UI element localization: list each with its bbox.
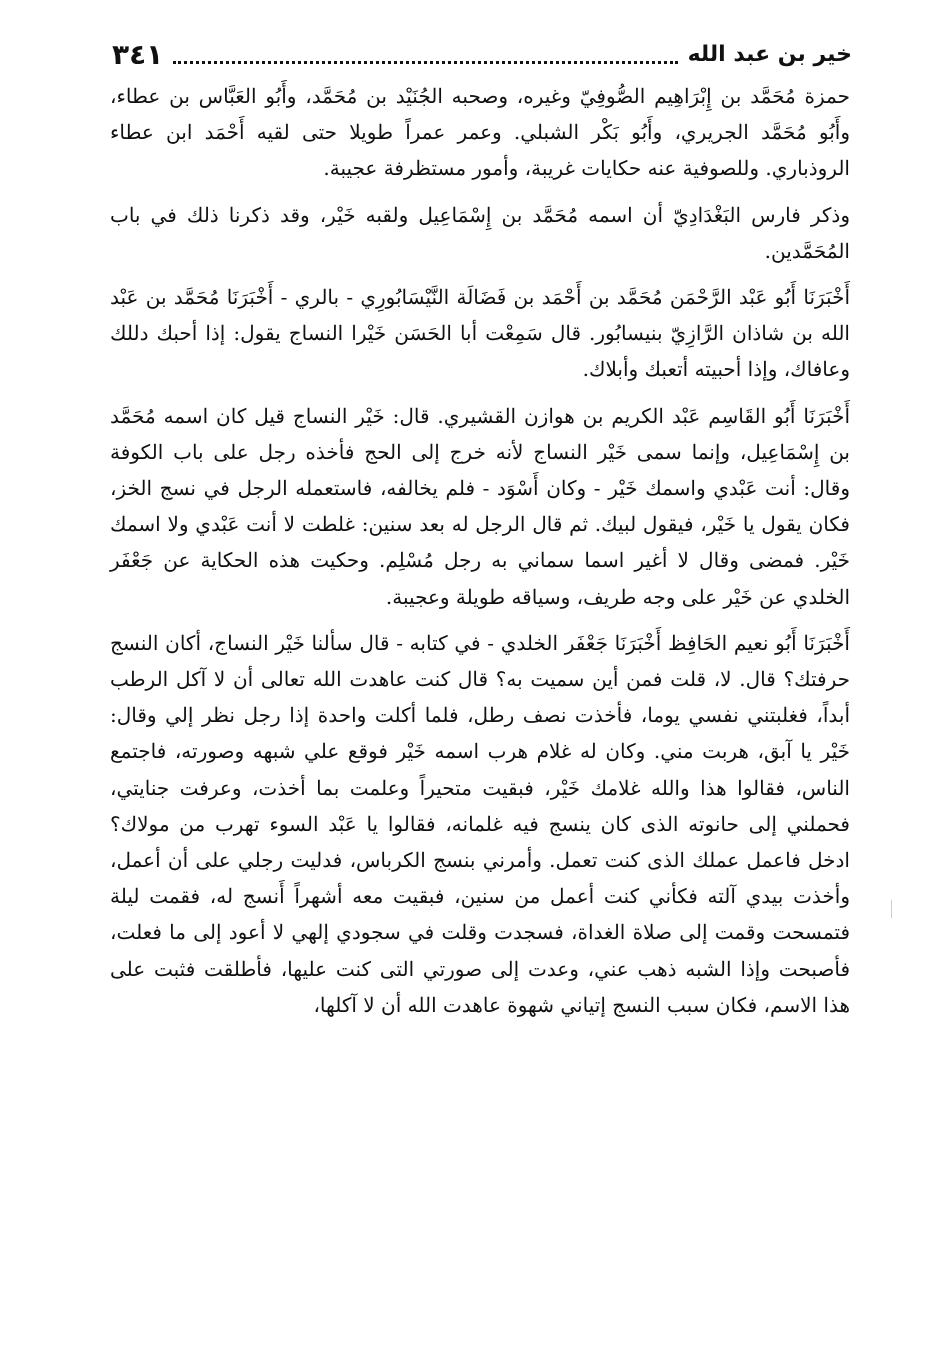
page-header <box>112 34 852 74</box>
running-title: خير بن عبد الله <box>687 41 852 67</box>
paragraph: حمزة مُحَمَّد بن إِبْرَاهِيم الصُّوفِيّ وغيره، وصحبه الجُنَيْد بن مُحَمَّد، وأَبُو العَبَّاس بن عطاء، وأَبُو مُحَمَّد الجريري، وأَبُو بَكْر الشبلي. وعمر عمراً طويلا حتى لقيه أَحْمَد ابن عطاء الروذباري. وللصوفية عنه حكايات غريبة، وأمور مستظرفة عجيبة. <box>110 84 850 181</box>
paragraph: أَخْبَرَنَا أَبُو عَبْد الرَّحْمَن مُحَمَّد بن أَحْمَد بن فَضَالَة النَّيْسَابُورِي - بالري - أَخْبَرَنَا مُحَمَّد بن عَبْد الله بن شاذان الرَّازِيّ بنيسابُور. قال سَمِعْت أبا الحَسَن خَيْرا النساج يقول: إذا أحبك دللك وعافاك، وإذا أحبيته أتعبك وأبلاك. <box>110 285 850 382</box>
header-dot-leader <box>173 55 677 64</box>
paragraph: أَخْبَرَنَا أَبُو نعيم الحَافِظ أَخْبَرَنَا جَعْفَر الخلدي - في كتابه - قال سألنا خَيْر النساج، أكان النسج حرفتك؟ قال. لا، قلت فمن أين سميت به؟ قال كنت عاهدت الله تعالى أن لا آكل الرطب أبداً، فغلبتني نفسي يوما، فأخذت نصف رطل، فلما أكلت واحدة إذا رجل نظر إلي وقال: خَيْر يا آبق، هربت مني. وكان له غلام هرب اسمه خَيْر فوقع علي شبهه وصورته، فاجتمع الناس، فقالوا هذا والله غلامك خَيْر، فبقيت متحيراً وعلمت بما أخذت، وعرفت جنايتي، فحملني إلى حانوته الذى كان ينسج فيه غلمانه، فقالوا يا عَبْد السوء تهرب من مولاك؟ ادخل فاعمل عملك الذى كنت تعمل. وأمرني بنسج الكرباس، فدليت رجلي على أن أعمل، وأخذت بيدي آلته فكأني كنت أعمل من سنين، فبقيت معه أشهراً أَنسج له، فقمت ليلة فتمسحت وقمت إلى صلاة الغداة، فسجدت وقلت في سجودي إلهي لا أعود إلى ما فعلت، فأصبحت وإذا الشبه ذهب عني، وعدت إلى صورتي التى كنت عليها، فأطلقت فثبت على هذا الاسم، فكان سبب النسج إتياني شهوة عاهدت الله أن لا آكلها، <box>110 630 850 1017</box>
body-text <box>110 78 850 1033</box>
paragraph: وذكر فارس البَغْدَادِيّ أن اسمه مُحَمَّد بن إِسْمَاعِيل ولقبه خَيْر، وقد ذكرنا ذلك في باب المُحَمَّدين. <box>110 202 850 263</box>
margin-mark <box>891 900 892 918</box>
page-number: ٣٤١ <box>112 37 164 71</box>
paragraph: أَخْبَرَنَا أَبُو القَاسِم عَبْد الكريم بن هوازن القشيري. قال: خَيْر النساج قيل كان اسمه مُحَمَّد بن إِسْمَاعِيل، وإنما سمى خَيْر النساج لأنه خرج إلى الحج فأخذه رجل على باب الكوفة وقال: أنت عَبْدي واسمك خَيْر - وكان أَسْوَد - فلم يخالفه، فاستعمله الرجل في نسج الخز، فكان يقول يا خَيْر، فيقول لبيك. ثم قال الرجل له بعد سنين: غلطت لا أنت عَبْدي ولا اسمك خَيْر. فمضى وقال لا أغير اسما سماني به رجل مُسْلِم. وحكيت هذه الحكاية عن جَعْفَر الخلدي عن خَيْر على وجه طريف، وسياقه طويلة وعجيبة. <box>110 403 850 609</box>
